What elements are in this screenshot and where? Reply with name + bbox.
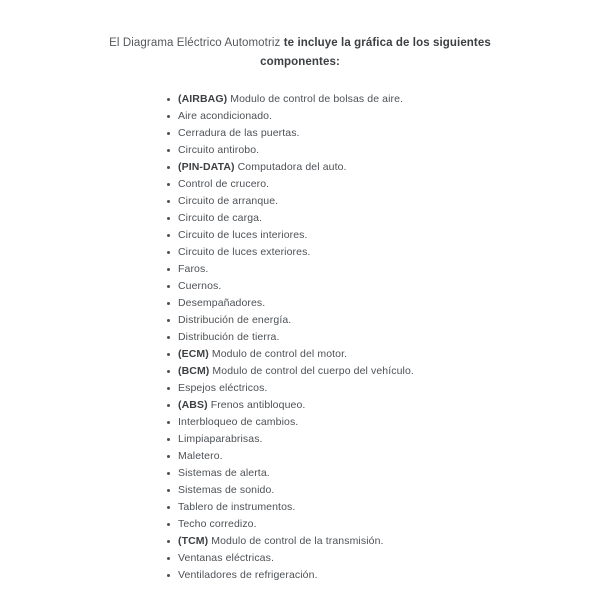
bullet-icon <box>167 217 170 220</box>
bullet-icon <box>167 149 170 152</box>
list-item <box>167 108 414 125</box>
bullet-icon <box>167 200 170 203</box>
page-title <box>0 34 600 72</box>
bullet-icon <box>167 489 170 492</box>
list-item <box>167 499 414 516</box>
list-item <box>167 363 414 380</box>
list-item-text: Circuito de carga. <box>178 212 263 224</box>
title-regular-text: El Diagrama Eléctrico Automotriz <box>109 37 284 49</box>
list-item-text: Interbloqueo de cambios. <box>178 416 299 428</box>
list-item <box>167 533 414 550</box>
list-item-text: Modulo de control de la transmisión. <box>208 535 384 547</box>
list-item-text: Distribución de energía. <box>178 314 292 326</box>
bullet-icon <box>167 523 170 526</box>
bullet-icon <box>167 421 170 424</box>
bullet-icon <box>167 370 170 373</box>
list-item-text: Maletero. <box>178 450 223 462</box>
list-item <box>167 210 414 227</box>
list-item-text: Circuito antirobo. <box>178 144 260 156</box>
list-item-bold-prefix: (AIRBAG) <box>178 93 228 105</box>
bullet-icon <box>167 404 170 407</box>
list-item-text: Ventiladores de refrigeración. <box>178 569 318 581</box>
list-item <box>167 295 414 312</box>
list-item <box>167 91 414 108</box>
list-item-bold-prefix: (PIN-DATA) <box>178 161 235 173</box>
list-item <box>167 193 414 210</box>
bullet-icon <box>167 455 170 458</box>
list-item-bold-prefix: (ECM) <box>178 348 209 360</box>
list-item <box>167 550 414 567</box>
list-item-text: Espejos eléctricos. <box>178 382 268 394</box>
list-item-text: Sistemas de sonido. <box>178 484 275 496</box>
bullet-icon <box>167 115 170 118</box>
bullet-icon <box>167 353 170 356</box>
list-item <box>167 414 414 431</box>
bullet-icon <box>167 268 170 271</box>
bullet-icon <box>167 166 170 169</box>
list-item-text: Tablero de instrumentos. <box>178 501 296 513</box>
title-line-2: componentes: <box>260 56 340 68</box>
bullet-icon <box>167 506 170 509</box>
list-item-bold-prefix: (TCM) <box>178 535 209 547</box>
bullet-icon <box>167 387 170 390</box>
list-item <box>167 176 414 193</box>
list-item <box>167 465 414 482</box>
list-item-text: Sistemas de alerta. <box>178 467 270 479</box>
list-item <box>167 312 414 329</box>
list-item-text: Modulo de control del motor. <box>208 348 348 360</box>
list-item <box>167 244 414 261</box>
list-item-text: Aire acondicionado. <box>178 110 273 122</box>
list-item <box>167 397 414 414</box>
bullet-icon <box>167 438 170 441</box>
list-item <box>167 448 414 465</box>
bullet-icon <box>167 251 170 254</box>
list-item-text: Circuito de luces exteriores. <box>178 246 311 258</box>
list-item-text: Circuito de arranque. <box>178 195 279 207</box>
bullet-icon <box>167 132 170 135</box>
list-item-text: Distribución de tierra. <box>178 331 280 343</box>
list-item-text: Circuito de luces interiores. <box>178 229 308 241</box>
bullet-icon <box>167 234 170 237</box>
list-item-text: Cerradura de las puertas. <box>178 127 300 139</box>
list-item-text: Modulo de control de bolsas de aire. <box>227 93 404 105</box>
bullet-icon <box>167 472 170 475</box>
list-item-text: Frenos antibloqueo. <box>207 399 306 411</box>
bullet-icon <box>167 285 170 288</box>
bullet-icon <box>167 183 170 186</box>
bullet-icon <box>167 336 170 339</box>
list-item-text: Ventanas eléctricas. <box>178 552 274 564</box>
list-item-text: Modulo de control del cuerpo del vehículo. <box>209 365 414 377</box>
list-item <box>167 431 414 448</box>
list-item <box>167 567 414 584</box>
list-item <box>167 516 414 533</box>
bullet-icon <box>167 98 170 101</box>
bullet-icon <box>167 557 170 560</box>
list-item-text: Limpiaparabrisas. <box>178 433 263 445</box>
list-item <box>167 125 414 142</box>
bullet-icon <box>167 302 170 305</box>
list-item-text: Computadora del auto. <box>234 161 347 173</box>
list-item <box>167 329 414 346</box>
list-item-text: Desempañadores. <box>178 297 266 309</box>
title-bold-text: te incluye la gráfica de los siguientes <box>283 37 491 49</box>
list-item <box>167 159 414 176</box>
list-item-text: Faros. <box>178 263 209 275</box>
bullet-icon <box>167 540 170 543</box>
list-item-bold-prefix: (BCM) <box>178 365 210 377</box>
title-line-1 <box>109 37 491 49</box>
list-item <box>167 261 414 278</box>
list-item <box>167 482 414 499</box>
bullet-icon <box>167 319 170 322</box>
list-item <box>167 346 414 363</box>
list-item-text: Control de crucero. <box>178 178 270 190</box>
list-item <box>167 278 414 295</box>
bullet-icon <box>167 574 170 577</box>
list-item-bold-prefix: (ABS) <box>178 399 208 411</box>
list-item-text: Techo corredizo. <box>178 518 257 530</box>
components-list <box>167 91 414 584</box>
list-item <box>167 227 414 244</box>
list-item <box>167 142 414 159</box>
list-item <box>167 380 414 397</box>
list-item-text: Cuernos. <box>178 280 222 292</box>
